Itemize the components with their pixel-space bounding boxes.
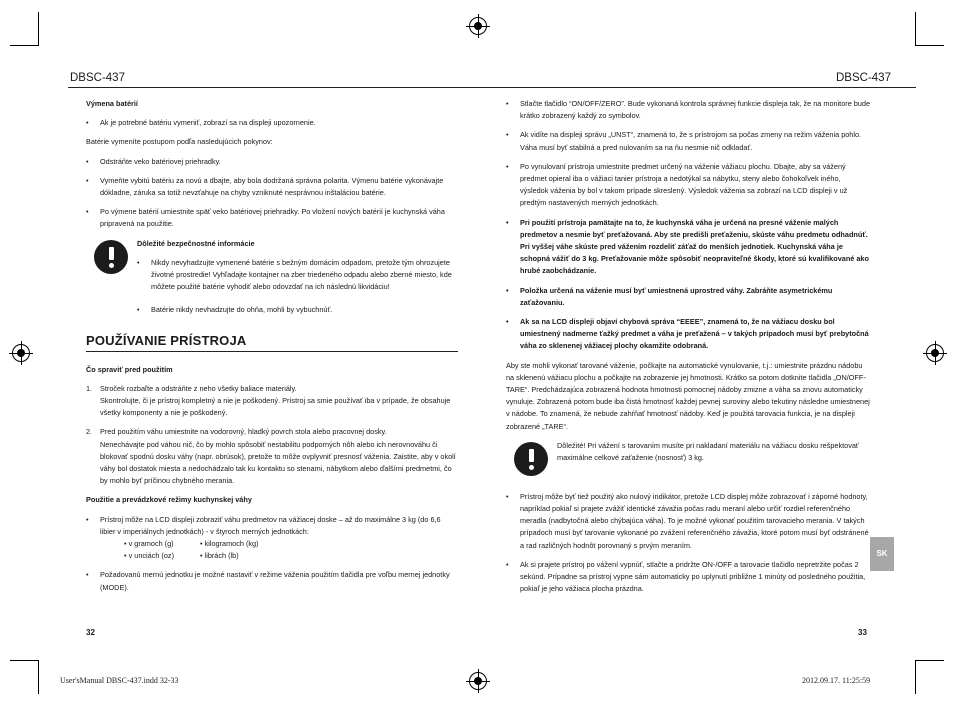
list-item: • Položka určená na váženie musí byť umiestnená uprostred váhy. Zabráňte asymetrickému zaťažovaniu. [506, 285, 833, 307]
left-column [86, 98, 458, 594]
page-number-right: 33 [858, 628, 867, 637]
list-item: • Prístroj môže byť tiež použitý ako nulový indikátor, pretože LCD displej môže zobrazovať i záporné hodnoty, napríklad pokiaľ si prajete zvážiť identické závažia počas radu meraní alebo určiť rozdiel referenčného meradla (nadbytočná alebo chýbajúca váha). To je možné vykonať použitím tarovacieho merania. V takých prípadoch musí byť tarovanie vykonané po zvážení referenčného závažia, ktoré potom musí byť odstránené a rad različných hodnôt porovnaný s prvým meraním. [506, 491, 869, 550]
list-item: • Ak sa na LCD displeji objaví chybová správa “EEEE”, znamená to, že na vážiacu dosku bol umiestnený nadmerne ťažký predmet a váha je preťažená – v takých prípadoch musí byť prebytočná váha zo sklenenej vážiacej plochy okamžite odobraná. [506, 317, 869, 351]
unit-list: • v unciách (oz) • librách (lb) [124, 551, 239, 561]
list-item: • Nikdy nevyhadzujte vymenené batérie s bežným domácim odpadom, pretože tým ohrozujete životné prostredie! Vyhľadajte kontajner na zber triedeného odpadu alebo zberné miesto, kde môžete použité batérie vyhodiť alebo odovzdať na ich následnú likvidáciu! [137, 257, 452, 292]
crop-mark [10, 45, 38, 46]
list-item: • Stlačte tlačidlo “ON/OFF/ZERO”. Bude vykonaná kontrola správnej funkcie displeja tak, že na monitore bude krátko zobrazený každý zo symbolov. [506, 99, 871, 121]
right-column [506, 98, 870, 596]
subheading-before-use: Čo spraviť pred použitím [86, 364, 173, 374]
list-item: • Batérie nikdy nevhadzujte do ohňa, mohli by vybuchnúť. [137, 305, 333, 315]
list-item: • Ak je potrebné batériu vymeniť, zobrazí sa na displeji upozornenie. [86, 118, 316, 128]
list-item: • Po vynulovaní prístroja umiestnite predmet určený na váženie vážiacu plochu. Dbajte, aby sa vážený predmet opieral iba o vážiaci tanier prístroja a nedotýkal sa nábytku, steny alebo čohokoľvek iného, výsledok váženia by bol v takom prípade skreslený. Výsledok váženia sa zobrazí na LCD displeji v už predtým nastavených merných jednotkách. [506, 161, 848, 208]
crop-mark [915, 660, 916, 694]
footer-timestamp: 2012.09.17. 11:25:59 [802, 676, 871, 685]
list-item: • Odstráňte veko batériovej priehradky. [86, 156, 221, 166]
list-item: • Pri použití prístroja pamätajte na to, že kuchynská váha je určená na presné váženie malých predmetov a nesmie byť preťažovaná. Aby ste predišli preťaženiu, skúste váhu predmetu odhadnúť. Pri vyššej váhe skúste pred vážením rozdeliť záťaž do menších jednotiek. Kuchynská váha je schopná vážiť do 3 kg. Preťažovanie môže spôsobiť neopraviteľné škody, ktoré sú kvalifikované ako hrubé zaobchádzanie. [506, 217, 869, 276]
right-header-model: DBSC-437 [836, 72, 891, 84]
exclamation-warning-icon [94, 240, 128, 274]
crop-mark [916, 660, 944, 661]
step-item: 1. Stroček rozbaľte a odstráňte z neho všetky baliace materiály. Skontrolujte, či je prístroj kompletný a nie je poškodený. Prístroj sa smie používať iba v prípade, že obsahuje všetky komponenty a nie je poškodený. [86, 383, 451, 418]
crop-mark [915, 12, 916, 46]
tare-warning-box [506, 440, 870, 480]
registration-mark-icon [469, 672, 487, 690]
list-item: • Prístroj môže na LCD displeji zobraziť váhu predmetov na vážiacej doske – až do maximálne 3 kg (do 6,6 libier v imperiálnych jednotkách) - v štyroch merných jednotkách: [86, 514, 441, 536]
warning-title: Dôležité bezpečnostné informácie [137, 238, 255, 248]
left-header-model: DBSC-437 [70, 72, 125, 84]
registration-mark-icon [469, 17, 487, 35]
crop-mark [38, 660, 39, 694]
section-title: POUŽÍVANIE PRÍSTROJA [86, 332, 247, 348]
crop-mark [10, 660, 38, 661]
subheading-modes: Použitie a prevádzkové režimy kuchynskej váhy [86, 495, 252, 505]
battery-heading: Výmena batérií [86, 99, 138, 108]
list-item: • Po výmene batérií umiestnite späť veko batériovej priehradky. Po vložení nových batérií je kuchynská váha pripravená na použitie. [86, 207, 445, 229]
right-header-rule [476, 87, 916, 88]
step-item: 2. Pred použitím váhu umiestnite na vodorovný, hladký povrch stola alebo pracovnej dosky. Nenechávajte pod váhou nič, čo by mohlo spôsobiť nestabilitu podporných nôh alebo ich nerovnováhu či blokovať spodnú dosku váhy (napr. obrúsok), pretože to môže ovplyvniť presnosť váženia. Zaistite, aby v okolí váhy bol dostatok miesta a nedochádzalo tak ku kontaktu so stenami, nábytkom alebo ďalšími predmetmi, čo by mohlo byť príčinou chybného merania. [86, 427, 456, 486]
page-number-left: 32 [86, 628, 95, 637]
list-item: • Vymeňte vybitú batériu za novú a dbajte, aby bola dodržaná správna polarita. Výmenu batérie vykonávajte dókladne, záruka sa totiž nevzťahuje na chyby vzniknuté nesprávnou inštaláciou batérie. [86, 175, 444, 198]
tare-warning-text: Dôležité! Pri vážení s tarovaním musíte pri nakladaní materiálu na vážiacu dosku rešpektovať maximálne celkové zaťaženie (nosnosť) 3 kg. [557, 440, 859, 463]
list-item: • Požadovanú mernú jednotku je možné nastaviť v režime váženia použitím tlačidla pre voľbu mernej jednotky (MODE). [86, 570, 450, 592]
registration-mark-icon [12, 344, 30, 362]
registration-mark-icon [926, 344, 944, 362]
battery-intro: Batérie vymeníte postupom podľa nasledujúcich pokynov: [86, 137, 273, 147]
list-item: • Ak si prajete prístroj po vážení vypnúť, stlačte a pridržte ON-/OFF a tarovacie tlačidlo nepretržite počas 2 sekúnd. Prípadne sa prístroj vypne sám automaticky po uplynutí približne 1 minúty od posledného použitia, pokiaľ je jeho vážiaca plocha prázdna. [506, 559, 866, 594]
safety-warning-box [86, 238, 458, 317]
language-tab-sk: SK [870, 537, 894, 571]
exclamation-warning-icon [514, 442, 548, 476]
crop-mark [38, 12, 39, 46]
left-header-rule [68, 87, 478, 88]
list-item: • Ak vidíte na displeji správu „UNST“, znamená to, že s prístrojom sa počas zmeny na režim váženia pohlo. Váha musí byť stabilná a pred nulovaním sa na ňu nesmie nič odkladať. [506, 130, 862, 152]
unit-list: • v gramoch (g) • kilogramoch (kg) [124, 539, 259, 549]
crop-mark [916, 45, 944, 46]
footer-filename: User'sManual DBSC-437.indd 32-33 [60, 676, 179, 685]
tare-paragraph: Aby ste mohli vykonať tarované váženie, počkajte na automatické vynulovanie, t.j.: umiestnite prázdnu nádobu na sklenenú vážiacu plochu a počkajte na zobrazenie jej hmotnosti. Krátko sa potom dotknite tlačidla „ON/OFF-TARE“. Predchádzajúca zobrazená hodnota hmotnosti pomocnej nádoby zmizne a váha sa znovu automaticky vynuluje. Zobrazená potom bude iba čistá hmotnosť každej pevnej suroviny alebo tekutiny následne umiestnenej v nádobe. To znamená, že nebude zahŕňať hmotnosť nádoby. Keď je použitá tarovacia funkcia, je na displeji zobrazené „TARE“. [506, 360, 870, 431]
